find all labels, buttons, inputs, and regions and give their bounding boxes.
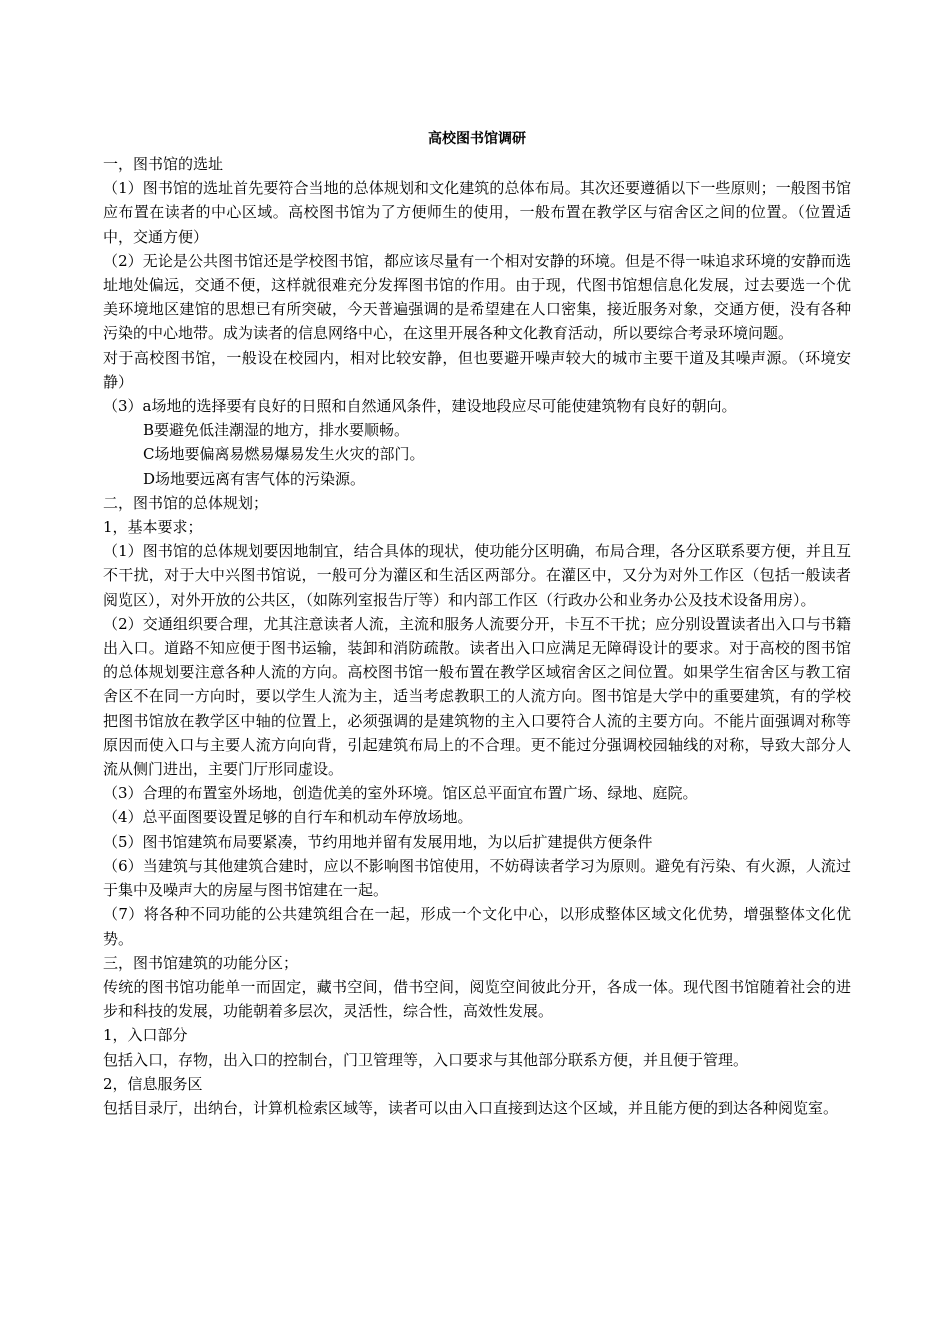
document-page — [103, 127, 851, 1120]
document-paragraph: 传统的图书馆功能单一而固定，藏书空间，借书空间，阅览空间彼此分开，各成一体。现代图书馆随着社会的进步和科技的发展，功能朝着多层次，灵活性，综合性，高效性发展。 — [103, 977, 851, 1021]
document-body — [103, 152, 851, 1120]
document-paragraph: 包括入口，存物，出入口的控制台，门卫管理等，入口要求与其他部分联系方便，并且便于管理。 — [103, 1050, 749, 1069]
document-paragraph: （1）图书馆的选址首先要符合当地的总体规划和文化建筑的总体布局。其次还要遵循以下一些原则；一般图书馆应布置在读者的中心区域。高校图书馆为了方便师生的使用，一般布置在教学区与宿舍区之间的位置。（位置适中，交通方便） — [103, 179, 851, 246]
document-paragraph: （2）交通组织要合理，尤其注意读者人流，主流和服务人流要分开，卡互不干扰；应分别设置读者出入口与书籍出入口。道路不知应便于图书运输，装卸和消防疏散。读者出入口应满足无障碍设计的要求。对于高校的图书馆的总体规划要注意各种人流的方向。高校图书馆一般布置在教学区域宿舍区之间位置。如果学生宿舍区与教工宿舍区不在同一方向时，要以学生人流为主，适当考虑教职工的人流方向。图书馆是大学中的重要建筑，有的学校把图书馆放在教学区中轴的位置上，必须强调的是建筑物的主入口要符合人流的主要方向。不能片面强调对称等原因而使入口与主要人流方向向背，引起建筑布局上的不合理。更不能过分强调校园轴线的对称，导致大部分人流从侧门进出，主要门厅形同虚设。 — [103, 614, 851, 779]
document-paragraph: （3）合理的布置室外场地，创造优美的室外环境。馆区总平面宜布置广场、绿地、庭院。 — [103, 784, 698, 803]
document-paragraph: （5）图书馆建筑布局要紧凑，节约用地并留有发展用地，为以后扩建提供方便条件 — [103, 832, 653, 851]
document-paragraph: （7）将各种不同功能的公共建筑组合在一起，形成一个文化中心，以形成整体区域文化优势，增强整体文化优势。 — [103, 905, 851, 948]
document-paragraph: （1）图书馆的总体规划要因地制宜，结合具体的现状，使功能分区明确，布局合理，各分区联系要方便，并且互不干扰，对于大中兴图书馆说，一般可分为灌区和生活区两部分。在灌区中，又分为对外工作区（包括一般读者阅览区），对外开放的公共区，（如陈列室报告厅等）和内部工作区（行政办公和业务办公及技术设备用房）。 — [103, 542, 851, 609]
document-paragraph: 三，图书馆建筑的功能分区； — [103, 953, 299, 972]
document-paragraph: （2）无论是公共图书馆还是学校图书馆，都应该尽量有一个相对安静的环境。但是不得一味追求环境的安静而选址地处偏远，交通不便，这样就很难充分发挥图书馆的作用。由于现，代图书馆想信息化发展，过去要选一个优美环境地区建馆的思想已有所突破，今天普遍强调的是希望建在人口密集，接近服务对象，交通方便，没有各种污染的中心地带。成为读者的信息网络中心，在这里开展各种文化教育活动，所以要综合考录环境问题。 — [103, 251, 851, 343]
document-paragraph: 2，信息服务区 — [103, 1074, 203, 1093]
document-paragraph: （3）a场地的选择要有良好的日照和自然通风条件，建设地段应尽可能使建筑物有良好的朝向。 — [103, 397, 737, 416]
document-paragraph: 包括目录厅，出纳台，计算机检索区域等，读者可以由入口直接到达这个区域，并且能方便的到达各种阅览室。 — [103, 1098, 839, 1117]
document-paragraph: （6）当建筑与其他建筑合建时，应以不影响图书馆使用，不妨碍读者学习为原则。避免有污染、有火源，人流过于集中及噪声大的房屋与图书馆建在一起。 — [103, 856, 851, 900]
document-paragraph: （4）总平面图要设置足够的自行车和机动车停放场地。 — [103, 808, 473, 827]
document-paragraph: 二，图书馆的总体规划； — [103, 493, 269, 512]
document-paragraph: 对于高校图书馆，一般设在校园内，相对比较安静，但也要避开噪声较大的城市主要干道及其噪声源。（环境安静） — [103, 348, 851, 391]
document-paragraph: C场地要偏离易燃易爆易发生火灾的部门。 — [143, 445, 425, 464]
document-paragraph: 1，入口部分 — [103, 1026, 188, 1045]
document-paragraph: D场地要远离有害气体的污染源。 — [143, 469, 366, 488]
document-paragraph: B要避免低洼潮湿的地方，排水要顺畅。 — [143, 421, 410, 440]
document-paragraph: 1，基本要求； — [103, 518, 203, 537]
document-paragraph: 一，图书馆的选址 — [103, 155, 224, 173]
document-title: 高校图书馆调研 — [428, 131, 526, 147]
